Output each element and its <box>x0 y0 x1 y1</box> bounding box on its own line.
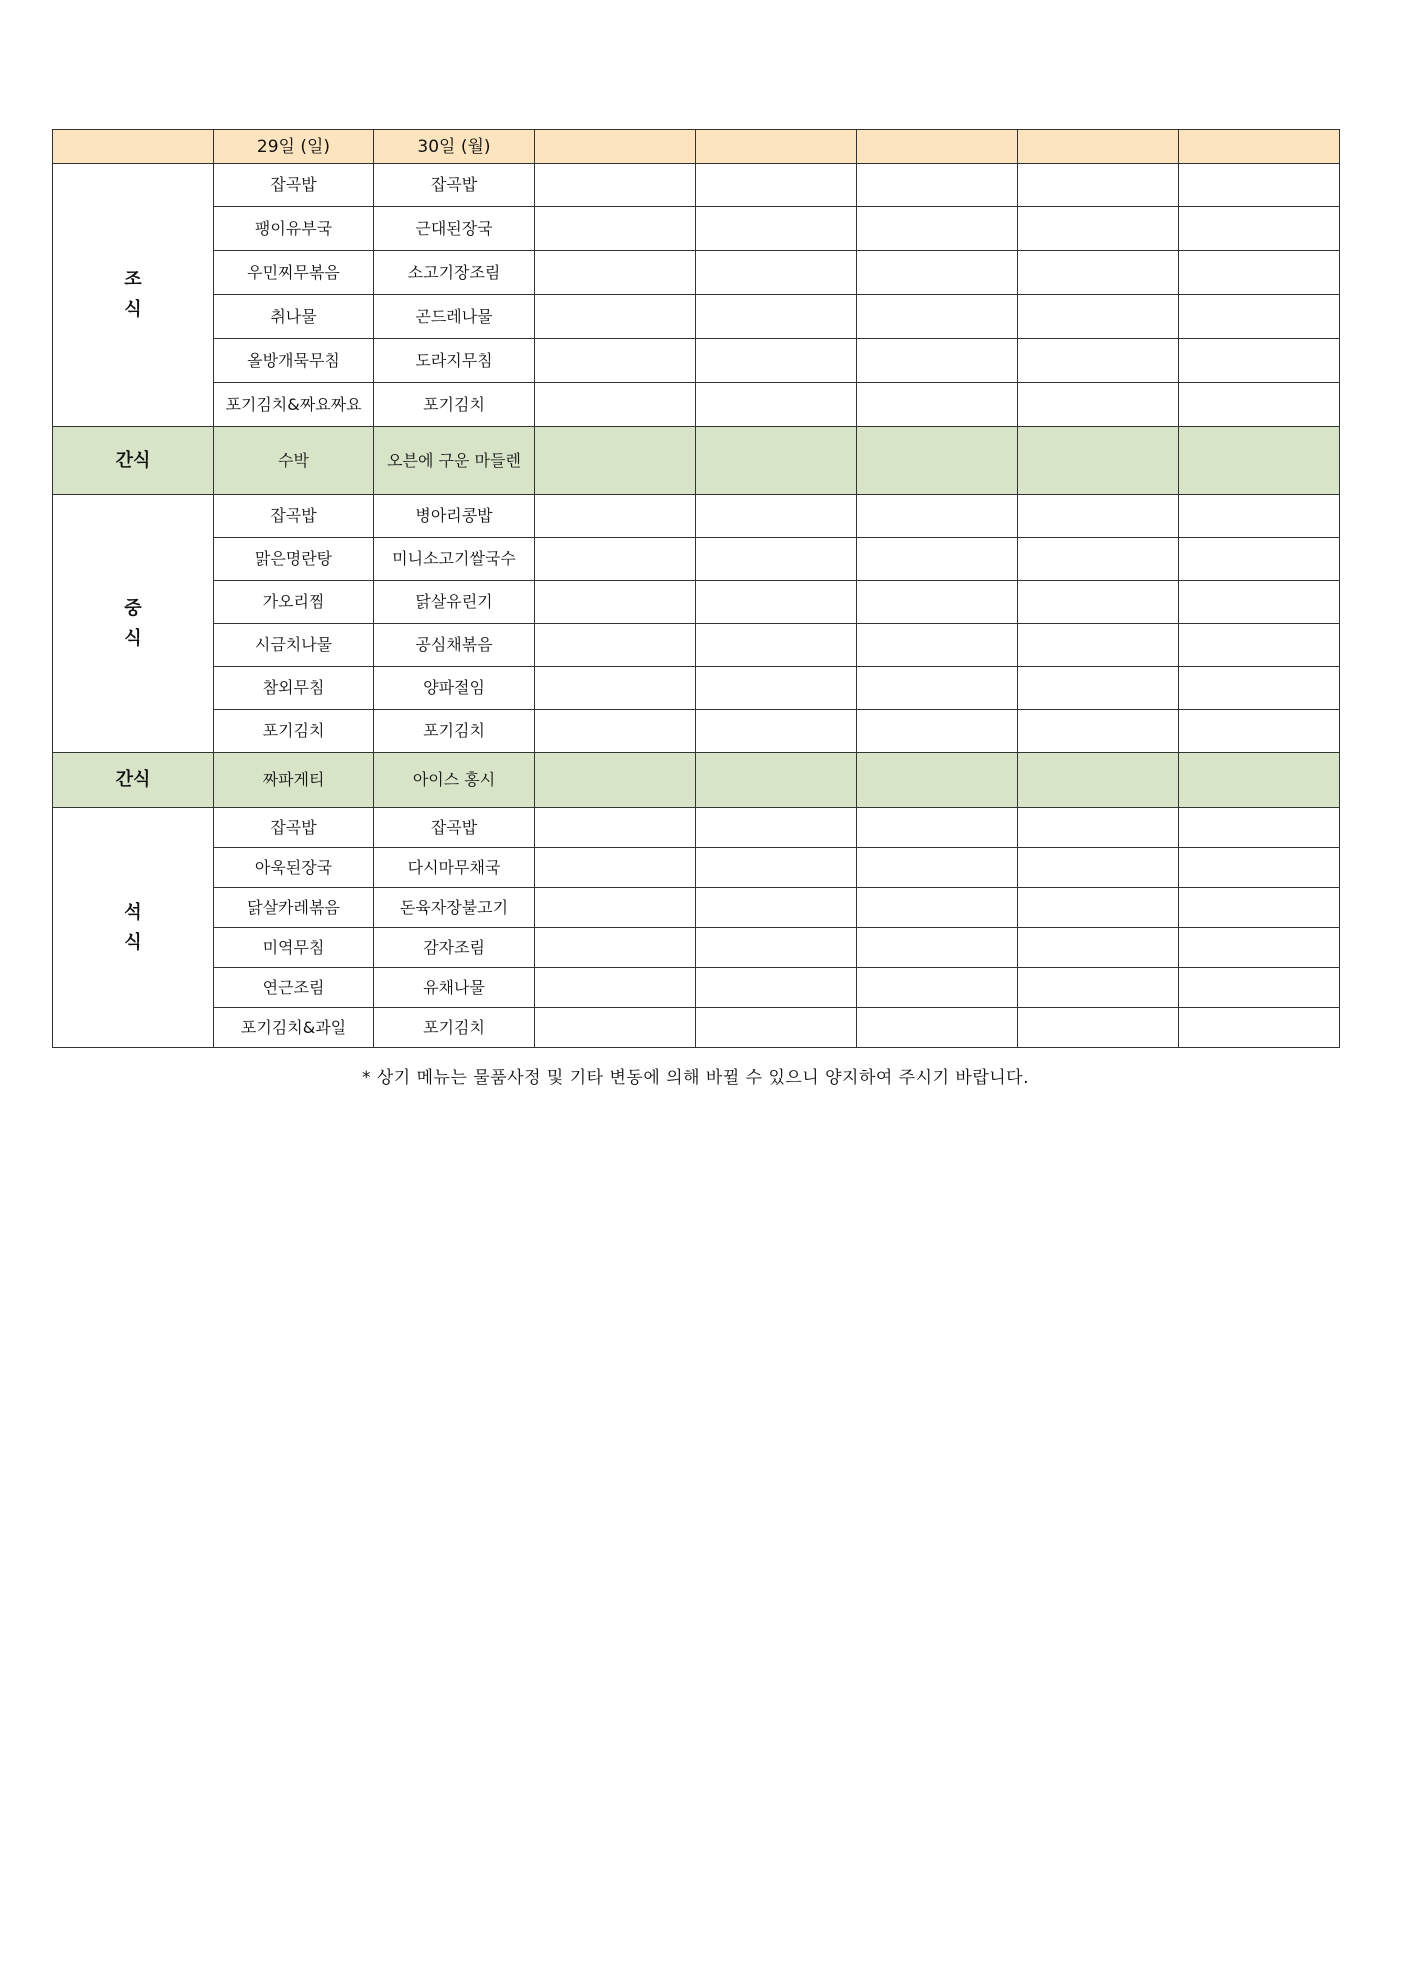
menu-item-cell: 병아리콩밥 <box>374 495 535 538</box>
empty-day-cell <box>696 968 857 1008</box>
empty-day-cell <box>535 667 696 710</box>
menu-item-cell: 소고기장조림 <box>374 251 535 295</box>
empty-day-cell <box>1179 427 1340 495</box>
empty-day-cell <box>1179 753 1340 808</box>
menu-item-cell: 포기김치 <box>214 710 374 753</box>
empty-day-cell <box>1179 968 1340 1008</box>
empty-day-cell <box>857 207 1018 251</box>
menu-item-cell: 잡곡밥 <box>374 164 535 207</box>
empty-day-cell <box>696 538 857 581</box>
empty-day-cell <box>1018 888 1179 928</box>
meal-label-char: 식 <box>124 299 142 320</box>
empty-day-cell <box>1179 581 1340 624</box>
menu-row <box>53 538 1340 581</box>
empty-day-cell <box>1018 848 1179 888</box>
menu-item-cell: 포기김치 <box>374 383 535 427</box>
empty-day-cell <box>1018 624 1179 667</box>
empty-day-cell <box>535 928 696 968</box>
empty-day-cell <box>696 928 857 968</box>
empty-day-cell <box>857 295 1018 339</box>
empty-day-cell <box>1179 495 1340 538</box>
menu-item-cell: 팽이유부국 <box>214 207 374 251</box>
empty-day-cell <box>1179 339 1340 383</box>
meal-label-char: 식 <box>124 931 142 953</box>
empty-day-cell <box>535 295 696 339</box>
empty-day-cell <box>535 495 696 538</box>
menu-item-cell: 수박 <box>214 427 374 495</box>
empty-day-cell <box>857 624 1018 667</box>
menu-row <box>53 968 1340 1008</box>
empty-day-cell <box>857 251 1018 295</box>
empty-day-cell <box>1179 888 1340 928</box>
menu-row <box>53 495 1340 538</box>
empty-day-cell <box>1179 848 1340 888</box>
empty-day-cell <box>535 538 696 581</box>
menu-item-cell: 잡곡밥 <box>214 808 374 848</box>
empty-day-cell <box>696 624 857 667</box>
meal-label-char: 간식 <box>115 769 151 790</box>
header-empty-cell <box>535 130 696 164</box>
header-day-2: 30일 (월) <box>374 130 535 164</box>
empty-day-cell <box>857 928 1018 968</box>
empty-day-cell <box>1179 624 1340 667</box>
empty-day-cell <box>696 427 857 495</box>
meal-label-char: 석 <box>124 901 142 923</box>
menu-item-cell: 유채나물 <box>374 968 535 1008</box>
empty-day-cell <box>1018 968 1179 1008</box>
empty-day-cell <box>696 848 857 888</box>
empty-day-cell <box>535 251 696 295</box>
empty-day-cell <box>1018 339 1179 383</box>
empty-day-cell <box>696 164 857 207</box>
menu-item-cell: 올방개묵무침 <box>214 339 374 383</box>
menu-item-cell: 닭살유린기 <box>374 581 535 624</box>
empty-day-cell <box>696 667 857 710</box>
lunch-label <box>53 495 214 753</box>
empty-day-cell <box>696 383 857 427</box>
menu-item-cell: 시금치나물 <box>214 624 374 667</box>
empty-day-cell <box>1018 667 1179 710</box>
empty-day-cell <box>535 207 696 251</box>
menu-item-cell: 참외무침 <box>214 667 374 710</box>
menu-item-cell: 곤드레나물 <box>374 295 535 339</box>
empty-day-cell <box>696 581 857 624</box>
menu-row <box>53 339 1340 383</box>
empty-day-cell <box>535 383 696 427</box>
breakfast-label <box>53 164 214 427</box>
menu-item-cell: 공심채볶음 <box>374 624 535 667</box>
menu-row <box>53 667 1340 710</box>
menu-item-cell: 닭살카레볶음 <box>214 888 374 928</box>
menu-item-cell: 도라지무침 <box>374 339 535 383</box>
empty-day-cell <box>535 710 696 753</box>
empty-day-cell <box>1018 808 1179 848</box>
empty-day-cell <box>857 495 1018 538</box>
menu-item-cell: 아이스 홍시 <box>374 753 535 808</box>
empty-day-cell <box>1018 427 1179 495</box>
empty-day-cell <box>857 888 1018 928</box>
empty-day-cell <box>857 848 1018 888</box>
menu-item-cell: 미역무침 <box>214 928 374 968</box>
menu-row <box>53 888 1340 928</box>
menu-item-cell: 잡곡밥 <box>374 808 535 848</box>
menu-row <box>53 581 1340 624</box>
empty-day-cell <box>1018 251 1179 295</box>
menu-item-cell: 근대된장국 <box>374 207 535 251</box>
empty-day-cell <box>1179 295 1340 339</box>
empty-day-cell <box>1179 1008 1340 1048</box>
empty-day-cell <box>535 848 696 888</box>
menu-row <box>53 295 1340 339</box>
empty-day-cell <box>1179 538 1340 581</box>
menu-item-cell: 포기김치 <box>374 1008 535 1048</box>
empty-day-cell <box>696 753 857 808</box>
empty-day-cell <box>857 968 1018 1008</box>
empty-day-cell <box>1018 164 1179 207</box>
menu-item-cell: 가오리찜 <box>214 581 374 624</box>
empty-day-cell <box>1018 495 1179 538</box>
empty-day-cell <box>535 339 696 383</box>
header-empty-cell <box>696 130 857 164</box>
menu-row <box>53 164 1340 207</box>
menu-item-cell: 미니소고기쌀국수 <box>374 538 535 581</box>
empty-day-cell <box>1018 295 1179 339</box>
empty-day-cell <box>1018 207 1179 251</box>
empty-day-cell <box>696 888 857 928</box>
meal-menu-table <box>52 129 1340 1048</box>
header-empty-cell <box>1179 130 1340 164</box>
empty-day-cell <box>857 710 1018 753</box>
menu-item-cell: 포기김치 <box>374 710 535 753</box>
empty-day-cell <box>1018 1008 1179 1048</box>
empty-day-cell <box>857 538 1018 581</box>
menu-row <box>53 710 1340 753</box>
empty-day-cell <box>535 753 696 808</box>
header-empty-cell <box>857 130 1018 164</box>
empty-day-cell <box>696 710 857 753</box>
dinner-label <box>53 808 214 1048</box>
header-empty-cell <box>1018 130 1179 164</box>
header-day-1: 29일 (일) <box>214 130 374 164</box>
menu-row <box>53 624 1340 667</box>
empty-day-cell <box>1179 383 1340 427</box>
snack-row <box>53 753 1340 808</box>
menu-row <box>53 928 1340 968</box>
empty-day-cell <box>857 339 1018 383</box>
menu-item-cell: 감자조림 <box>374 928 535 968</box>
empty-day-cell <box>696 1008 857 1048</box>
empty-day-cell <box>1179 207 1340 251</box>
menu-row <box>53 1008 1340 1048</box>
menu-row <box>53 808 1340 848</box>
empty-day-cell <box>1018 538 1179 581</box>
menu-item-cell: 잡곡밥 <box>214 495 374 538</box>
empty-day-cell <box>696 207 857 251</box>
empty-day-cell <box>857 667 1018 710</box>
empty-day-cell <box>696 495 857 538</box>
empty-day-cell <box>535 624 696 667</box>
empty-day-cell <box>1018 581 1179 624</box>
menu-item-cell: 돈육자장불고기 <box>374 888 535 928</box>
empty-day-cell <box>1179 808 1340 848</box>
empty-day-cell <box>535 427 696 495</box>
empty-day-cell <box>857 383 1018 427</box>
menu-item-cell: 다시마무채국 <box>374 848 535 888</box>
snack-row <box>53 427 1340 495</box>
menu-item-cell: 우민찌무볶음 <box>214 251 374 295</box>
menu-row <box>53 383 1340 427</box>
empty-day-cell <box>857 164 1018 207</box>
meal-label-char: 간식 <box>115 449 151 471</box>
empty-day-cell <box>857 808 1018 848</box>
meal-label-char: 중 <box>124 597 142 619</box>
menu-item-cell: 짜파게티 <box>214 753 374 808</box>
empty-day-cell <box>1018 383 1179 427</box>
footer-note: * 상기 메뉴는 물품사정 및 기타 변동에 의해 바뀔 수 있으니 양지하여 주시기 바랍니다. <box>361 1068 1029 1088</box>
empty-day-cell <box>1179 928 1340 968</box>
menu-item-cell: 양파절임 <box>374 667 535 710</box>
empty-day-cell <box>535 968 696 1008</box>
snack-2-label <box>53 753 214 808</box>
empty-day-cell <box>696 251 857 295</box>
menu-item-cell: 취나물 <box>214 295 374 339</box>
empty-day-cell <box>857 427 1018 495</box>
empty-day-cell <box>696 808 857 848</box>
empty-day-cell <box>696 295 857 339</box>
menu-item-cell: 맑은명란탕 <box>214 538 374 581</box>
empty-day-cell <box>535 164 696 207</box>
empty-day-cell <box>1179 667 1340 710</box>
empty-day-cell <box>535 808 696 848</box>
menu-row <box>53 848 1340 888</box>
empty-day-cell <box>857 753 1018 808</box>
meal-label-char: 조 <box>124 269 142 290</box>
empty-day-cell <box>1018 928 1179 968</box>
header-row <box>53 130 1340 164</box>
empty-day-cell <box>1179 710 1340 753</box>
menu-item-cell: 포기김치&과일 <box>214 1008 374 1048</box>
empty-day-cell <box>857 1008 1018 1048</box>
empty-day-cell <box>696 339 857 383</box>
empty-day-cell <box>1179 164 1340 207</box>
header-corner-cell <box>53 130 214 164</box>
empty-day-cell <box>1018 710 1179 753</box>
menu-row <box>53 207 1340 251</box>
menu-item-cell: 포기김치&짜요짜요 <box>214 383 374 427</box>
empty-day-cell <box>857 581 1018 624</box>
empty-day-cell <box>1018 753 1179 808</box>
snack-1-label <box>53 427 214 495</box>
empty-day-cell <box>535 888 696 928</box>
empty-day-cell <box>535 581 696 624</box>
menu-item-cell: 연근조림 <box>214 968 374 1008</box>
menu-item-cell: 아욱된장국 <box>214 848 374 888</box>
menu-item-cell: 잡곡밥 <box>214 164 374 207</box>
menu-row <box>53 251 1340 295</box>
menu-item-cell: 오븐에 구운 마들렌 <box>374 427 535 495</box>
empty-day-cell <box>535 1008 696 1048</box>
meal-label-char: 식 <box>124 627 142 649</box>
empty-day-cell <box>1179 251 1340 295</box>
